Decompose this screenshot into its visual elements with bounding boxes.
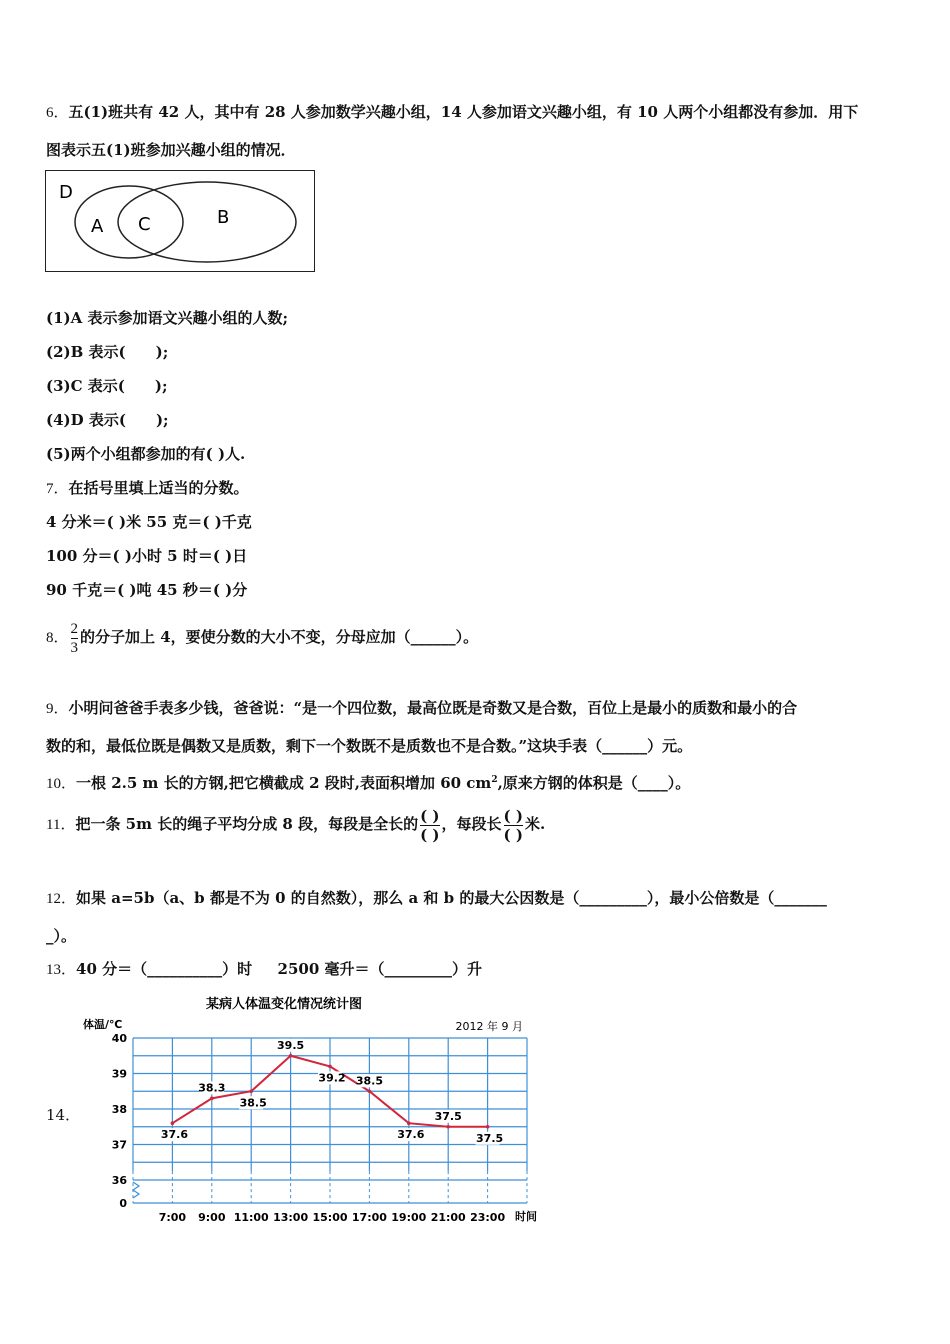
venn-label-b: B (217, 207, 230, 228)
data-point (289, 1054, 293, 1058)
q7-row2: 100 分＝( )小时 5 时＝( )日 (46, 547, 248, 565)
axis-break (133, 1182, 139, 1198)
q7-title: 7．在括号里填上适当的分数。 (46, 479, 249, 497)
q8-line: 8． $\frac{2}{3}$ 的分子加上 4，要使分数的大小不变，分母应加（______）。 (46, 620, 479, 656)
y-tick-label: 39 (111, 1067, 127, 1081)
x-tick-label: 17:00 (351, 1211, 387, 1224)
data-label: 38.5 (355, 1074, 383, 1088)
chart-date: 2012 年 9 月 (455, 1020, 523, 1033)
temperature-line-chart (75, 990, 550, 1225)
chart-y-label: 体温/℃ (83, 1018, 123, 1031)
data-label: 37.5 (434, 1109, 462, 1123)
q6-line2: 图表示五(1)班参加兴趣小组的情况． (46, 141, 296, 159)
venn-label-a: A (91, 216, 104, 237)
data-point (446, 1125, 450, 1129)
data-label: 38.3 (198, 1081, 226, 1095)
data-label: 39.5 (277, 1038, 305, 1052)
x-tick-label: 7:00 (158, 1211, 187, 1224)
q8-fraction: $\frac{2}{3}$ (70, 620, 79, 656)
q6-sub5: (5)两个小组都参加的有( )人. (46, 445, 246, 463)
chart-title: 某病人体温变化情况统计图 (205, 997, 363, 1012)
data-label: 37.5 (476, 1131, 504, 1145)
venn-frame (46, 171, 315, 272)
data-label: 37.6 (160, 1128, 188, 1142)
q6-sub1: (1)A 表示参加语文兴趣小组的人数; (46, 309, 289, 327)
y-tick-label: 40 (111, 1032, 127, 1045)
x-tick-label: 21:00 (430, 1211, 466, 1224)
data-label: 39.2 (318, 1071, 346, 1085)
q7-row1: 4 分米＝( )米 55 克＝( )千克 (46, 513, 252, 531)
data-point (368, 1089, 372, 1093)
q11-fraction-1: $\frac{( )}{( )}$ (420, 806, 440, 844)
data-point (210, 1097, 214, 1101)
x-tick-label: 15:00 (312, 1211, 348, 1224)
y-tick-label: 38 (111, 1103, 127, 1116)
data-point (486, 1125, 490, 1129)
q6-sub4: (4)D 表示( ); (46, 411, 169, 429)
data-point (328, 1065, 332, 1069)
x-tick-label: 11:00 (233, 1211, 269, 1224)
q12-line1: 12．如果 a=5b（a、b 都是不为 0 的自然数），那么 a 和 b 的最大公因数是（_________），最小公倍数是（_______ (46, 889, 827, 907)
data-label: 38.5 (239, 1096, 267, 1110)
x-tick-label: 13:00 (273, 1211, 309, 1224)
venn-label-c: C (138, 214, 151, 235)
data-point (171, 1121, 175, 1125)
q11-line: 11．把一条 5m 长的绳子平均分成 8 段，每段是全长的 $\frac{( )}{( )}$ ，每段长 $\frac{( )}{( )}$ 米. (46, 806, 546, 844)
q12-line2: _）。 (46, 927, 77, 945)
y-tick-label: 36 (111, 1174, 127, 1187)
y-tick-label: 0 (119, 1197, 127, 1210)
chart-x-label: 时间 (515, 1210, 537, 1223)
q10-line: 10．一根 2.5 m 长的方钢,把它横截成 2 段时,表面积增加 60 $cm^2$,原来方钢的体积是（____）。 (46, 774, 691, 792)
q7-row3: 90 千克＝( )吨 45 秒＝( )分 (46, 581, 248, 599)
x-tick-label: 9:00 (198, 1211, 226, 1224)
q6-sub3: (3)C 表示( ); (46, 377, 168, 395)
x-tick-label: 19:00 (391, 1211, 427, 1224)
x-tick-label: 23:00 (470, 1211, 506, 1224)
q13-line: 13．40 分＝（__________）时 2500 毫升＝（_________）升 (46, 960, 483, 978)
q9-line2: 数的和，最低位既是偶数又是质数，剩下一个数既不是质数也不是合数。”这块手表（______）元。 (46, 737, 693, 755)
data-point (249, 1089, 253, 1093)
data-label: 37.6 (397, 1128, 425, 1142)
q6-sub2: (2)B 表示( ); (46, 343, 169, 361)
q6-line1: 6．五(1)班共有 42 人，其中有 28 人参加数学兴趣小组，14 人参加语文兴趣小组，有 10 人两个小组都没有参加．用下 (46, 103, 859, 121)
q9-line1: 9．小明问爸爸手表多少钱，爸爸说：“是一个四位数，最高位既是奇数又是合数，百位上是最小的质数和最小的合 (46, 699, 798, 717)
q11-fraction-2: $\frac{( )}{( )}$ (503, 806, 523, 844)
y-tick-label: 37 (111, 1138, 127, 1152)
venn-label-d: D (59, 182, 73, 203)
q14-number: 14． (46, 1106, 81, 1124)
venn-diagram (45, 170, 317, 274)
data-point (407, 1121, 411, 1125)
